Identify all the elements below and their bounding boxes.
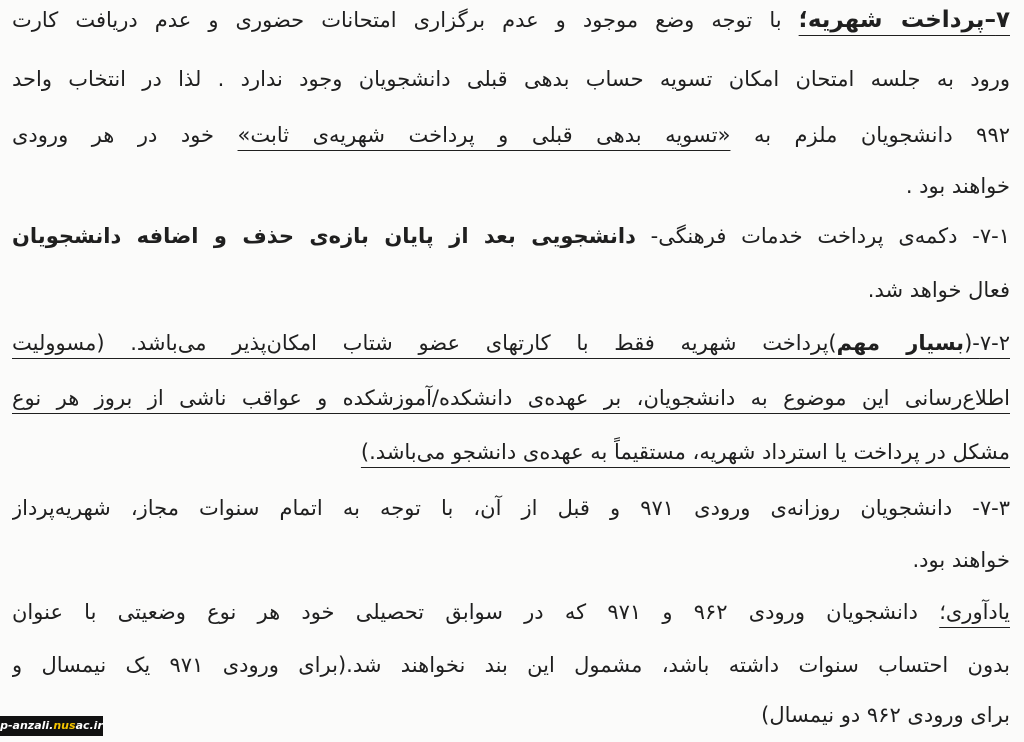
line-3-part-b: خود در هر ورودی [12,123,238,147]
line-1 [12,2,1010,38]
line-8: اطلاع‌رسانی این موضوع به دانشجویان، بر عهده‌ی دانشکده/آموزشکده و عواقب ناشی از بروز هر نوع [12,386,1010,410]
line-6: فعال خواهد شد. [867,278,1010,302]
line-3-part-a: ۹۹۲ دانشجویان ملزم به [730,123,1010,147]
line-7 [12,325,1010,361]
line-5-bold: دانشجویی بعد از پایان بازه‌ی حذف و اضافه دانشجویان [12,224,636,248]
watermark-highlight: nus [53,719,76,732]
line-13: بدون احتساب سنوات داشته باشد، مشمول این بند نخواهند شد.(برای ورودی ۹۷۱ یک نیمسال و [12,653,1010,677]
line-12 [12,594,1010,630]
line-9 [12,434,1010,470]
line-7-part-b: )پرداخت شهریه فقط با کارتهای عضو شتاب امکان‌پذیر می‌باشد. (مسوولیت [12,331,837,355]
line-3 [12,117,1010,153]
line-10: ۷-۳- دانشجویان روزانه‌ی ورودی ۹۷۱ و قبل از آن، با توجه به اتمام سنوات مجاز، شهریه‌پرداز [12,496,1010,520]
section-heading: ۷–پرداخت شهریه؛ [798,7,1010,33]
underlined-quote: «تسویه بدهی قبلی و پرداخت شهریه‌ی ثابت» [237,123,731,147]
watermark-suffix: ac.ir [75,719,103,732]
line-2: ورود به جلسه امتحان امکان تسویه حساب بدهی قبلی دانشجویان وجود ندارد . لذا در انتخاب واحد [12,67,1010,91]
line-5 [12,218,1010,254]
line-5-part-a: ۷-۱- دکمه‌ی پرداخت خدمات فرهنگی- [635,224,1010,248]
line-9-text: مشکل در پرداخت یا استرداد شهریه، مستقیماً به عهده‌ی دانشجو می‌باشد.) [360,440,1010,464]
line-1-text: با توجه وضع موجود و عدم برگزاری امتحانات حضوری و عدم دریافت کارت [12,8,799,32]
line-7-part-a: ۷-۲-( [964,331,1010,355]
site-watermark [0,716,103,736]
line-4: خواهند بود . [905,174,1010,198]
reminder-label: یادآوری؛ [939,600,1010,624]
line-11: خواهند بود. [912,548,1010,572]
watermark-prefix: p-anzali. [0,719,54,732]
line-14: برای ورودی ۹۶۲ دو نیمسال) [761,703,1010,727]
line-12-text: دانشجویان ورودی ۹۶۲ و ۹۷۱ که در سوابق تحصیلی خود هر نوع وضعیتی با عنوان [12,600,940,624]
very-important-label: بسیار مهم [836,331,965,355]
